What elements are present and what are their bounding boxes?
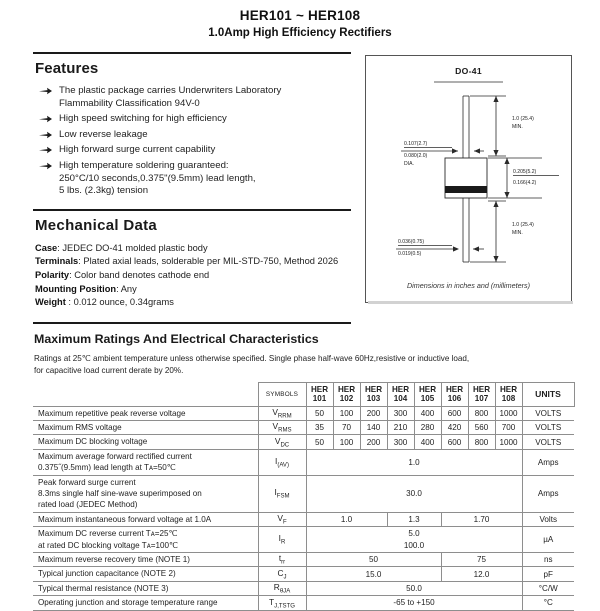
row-unit: pF (522, 567, 574, 581)
mechanical-heading: Mechanical Data (35, 216, 158, 234)
row-desc (33, 527, 258, 553)
symbol-main: T (269, 596, 275, 607)
row-value: 400 (414, 435, 441, 449)
row-desc: Typical junction capacitance (NOTE 2) (33, 567, 258, 581)
part-number: 107 (474, 394, 489, 404)
feature-text: High temperature soldering guaranteed: (59, 159, 229, 171)
mechanical-value: Color band denotes cathode end (74, 269, 210, 280)
row-desc-line2: at rated DC blocking voltage Tᴀ=100℃ (38, 540, 179, 550)
table-row (33, 581, 574, 595)
page-title: HER101 ~ HER108 (239, 8, 361, 23)
row-value: 210 (387, 421, 414, 435)
row-desc: Typical thermal resistance (NOTE 3) (33, 581, 258, 595)
row-symbol (258, 596, 306, 610)
column-header-units: UNITS (522, 383, 574, 407)
symbol-sub: FSM (276, 494, 290, 501)
row-value: 50 (306, 406, 333, 420)
part-prefix: HER (337, 385, 356, 394)
mechanical-value: JEDEC DO-41 molded plastic body (62, 242, 208, 253)
specifications-table (33, 382, 575, 611)
symbol-main: I (275, 455, 278, 466)
row-value: 600 (441, 435, 468, 449)
dim-body-dia-line1: 0.107(2.7) (404, 141, 428, 147)
part-prefix: HER (418, 385, 437, 394)
row-value-span: 30.0 (306, 475, 522, 512)
package-panel-shadow (368, 301, 573, 304)
mechanical-divider-top (33, 209, 351, 211)
part-prefix: HER (364, 385, 383, 394)
row-value-group: 1.3 (387, 512, 441, 526)
row-value-pair: 15.0 (306, 567, 441, 581)
feature-text: The plastic package carries Underwriters Laboratory (59, 85, 282, 96)
row-value: 300 (387, 435, 414, 449)
row-value: 300 (387, 406, 414, 420)
row-value: 200 (360, 406, 387, 420)
column-header-her104 (387, 383, 414, 407)
part-prefix: HER (499, 385, 518, 394)
symbol-sub: θJA (279, 588, 291, 595)
row-value: 420 (441, 421, 468, 435)
mechanical-row-weight (35, 296, 351, 310)
part-number: 103 (366, 394, 381, 404)
do41-dimension-drawing (366, 56, 571, 302)
row-unit: Amps (522, 449, 574, 475)
symbol-sub: J,TSTG (274, 603, 295, 610)
dim-body-len-line2: 0.166(4.2) (513, 180, 537, 186)
row-symbol (258, 421, 306, 435)
symbol-sub: R (280, 539, 286, 546)
arrow-bullet-icon (39, 131, 52, 139)
row-desc-line2: 0.375˝(9.5mm) lead length at Tᴀ=50℃ (38, 463, 176, 473)
row-value: 100 (333, 406, 360, 420)
row-value-line1: 5.0 (408, 529, 420, 539)
row-desc-line1: Maximum DC reverse current Tᴀ=25℃ (38, 529, 178, 539)
mechanical-sep: : (69, 269, 75, 280)
row-value: 800 (468, 406, 495, 420)
row-desc-line3: rated load (JEDEC Method) (38, 500, 138, 510)
list-item (37, 129, 351, 142)
features-divider-top (33, 52, 351, 54)
part-number: 104 (393, 394, 408, 404)
dim-lead-bottom-line2: MIN. (512, 230, 523, 236)
row-unit: VOLTS (522, 421, 574, 435)
symbol-main: t (278, 553, 282, 564)
features-heading: Features (35, 60, 99, 77)
mechanical-label: Mounting Position (35, 283, 117, 294)
row-value: 140 (360, 421, 387, 435)
part-number: 106 (447, 394, 462, 404)
mechanical-value: Plated axial leads, solderable per MIL-STD-750, Method 2026 (83, 256, 339, 267)
row-unit: °C (522, 596, 574, 610)
table-row (33, 527, 574, 553)
dim-lead-top-line1: 1.0 (25.4) (512, 116, 534, 122)
row-symbol (258, 435, 306, 449)
row-symbol (258, 567, 306, 581)
row-desc: Maximum instantaneous forward voltage at 1.0A (33, 512, 258, 526)
symbol-sub: DC (280, 442, 290, 449)
row-symbol (258, 512, 306, 526)
row-value-group: 1.70 (441, 512, 522, 526)
document-title-block (0, 8, 600, 39)
row-desc-line2: 8.3ms single half sine-wave superimposed on (38, 489, 202, 499)
mechanical-row-mounting (35, 283, 351, 297)
arrow-bullet-icon (39, 162, 52, 170)
row-symbol (258, 449, 306, 475)
row-value: 100 (333, 435, 360, 449)
row-unit: µA (522, 527, 574, 553)
table-row (33, 567, 574, 581)
row-value-span: 1.0 (306, 449, 522, 475)
row-value-span: 50.0 (306, 581, 522, 595)
table-row (33, 449, 574, 475)
mechanical-sep: : (65, 297, 74, 308)
dim-body-dia-line2: 0.080(2.0) (404, 153, 428, 159)
package-name: DO-41 (455, 66, 482, 76)
row-value: 800 (468, 435, 495, 449)
row-value: 35 (306, 421, 333, 435)
symbol-sub: RRM (277, 413, 292, 420)
row-symbol (258, 553, 306, 567)
row-unit: °C/W (522, 581, 574, 595)
symbol-main: V (272, 406, 278, 417)
mechanical-sep: : (78, 256, 84, 267)
row-desc: Operating junction and storage temperature range (33, 596, 258, 610)
part-number: 102 (339, 394, 354, 404)
row-symbol (258, 475, 306, 512)
symbol-main: V (274, 435, 281, 446)
row-value-span: -65 to +150 (306, 596, 522, 610)
list-item (37, 113, 351, 126)
feature-text: Low reverse leakage (59, 128, 148, 140)
table-row (33, 475, 574, 512)
symbol-sub: J (283, 574, 287, 581)
row-unit: VOLTS (522, 435, 574, 449)
column-header-her106 (441, 383, 468, 407)
mechanical-sep: : (57, 242, 63, 253)
row-value: 600 (441, 406, 468, 420)
table-row (33, 553, 574, 567)
row-value: 200 (360, 435, 387, 449)
mechanical-label: Terminals (35, 256, 79, 267)
row-symbol (258, 527, 306, 553)
row-desc-line1: Maximum average forward rectified current (38, 451, 192, 461)
arrow-bullet-icon (39, 87, 52, 95)
column-header-her107 (468, 383, 495, 407)
row-value-pair: 12.0 (441, 567, 522, 581)
row-value: 1000 (495, 435, 522, 449)
dim-lead-dia-line1: 0.036(0.75) (398, 239, 425, 245)
feature-text-cont: 5 lbs. (2.3kg) tension (59, 185, 149, 197)
row-desc-line1: Peak forward surge current (38, 477, 136, 487)
row-value-pair: 50 (306, 553, 441, 567)
list-item (37, 144, 351, 157)
row-desc (33, 475, 258, 512)
symbol-main: I (278, 533, 281, 544)
table-row (33, 406, 574, 420)
mechanical-sep: : (116, 283, 121, 294)
symbol-sub: (AV) (277, 462, 289, 469)
ratings-note-line2: for capacitive load current derate by 20%. (34, 365, 184, 375)
arrow-bullet-icon (39, 115, 52, 123)
row-desc (33, 449, 258, 475)
mechanical-data-list (33, 242, 351, 310)
arrow-bullet-icon (39, 146, 52, 154)
row-unit: Volts (522, 512, 574, 526)
ratings-heading: Maximum Ratings And Electrical Characteristics (34, 332, 319, 346)
row-unit: VOLTS (522, 406, 574, 420)
features-list (33, 85, 351, 198)
row-desc: Maximum RMS voltage (33, 421, 258, 435)
package-caption: Dimensions in inches and (millimeters) (406, 281, 531, 290)
part-number: 105 (420, 394, 435, 404)
column-header-her103 (360, 383, 387, 407)
part-number: 108 (501, 394, 516, 404)
row-value: 700 (495, 421, 522, 435)
symbol-main: R (273, 582, 280, 593)
row-symbol (258, 406, 306, 420)
row-value-group: 1.0 (306, 512, 387, 526)
mechanical-label: Polarity (35, 269, 70, 280)
row-value: 1000 (495, 406, 522, 420)
column-header-her102 (333, 383, 360, 407)
row-value: 50 (306, 435, 333, 449)
table-row (33, 435, 574, 449)
dim-body-dia-line3: DIA. (404, 161, 414, 167)
row-value: 400 (414, 406, 441, 420)
part-number: 101 (312, 394, 327, 404)
row-symbol (258, 581, 306, 595)
row-value: 560 (468, 421, 495, 435)
mechanical-label: Weight (35, 297, 66, 308)
column-header-her101 (306, 383, 333, 407)
mechanical-value: 0.012 ounce, 0.34grams (73, 297, 174, 308)
column-header-symbols: SYMBOLS (258, 383, 306, 407)
row-unit: ns (522, 553, 574, 567)
symbol-main: V (272, 421, 279, 432)
ratings-note-line1: Ratings at 25℃ ambient temperature unless otherwise specified. Single phase half-wave 60Hz,resistive or inductive load, (34, 354, 470, 363)
feature-text: High forward surge current capability (59, 144, 216, 156)
part-prefix: HER (391, 385, 410, 394)
symbol-sub: rr (281, 560, 286, 567)
feature-text-cont: Flammability Classification 94V-0 (59, 97, 200, 109)
mechanical-value: Any (120, 283, 137, 294)
list-item (37, 85, 351, 110)
mechanical-row-terminals (35, 255, 351, 269)
column-header-her105 (414, 383, 441, 407)
feature-text-cont: 250°C/10 seconds,0.375"(9.5mm) lead length, (59, 172, 256, 184)
row-value: 280 (414, 421, 441, 435)
package-drawing-panel (365, 55, 572, 303)
dim-lead-dia-line2: 0.019(0.5) (398, 251, 422, 257)
mechanical-label: Case (35, 242, 58, 253)
list-item (37, 160, 351, 198)
row-desc: Maximum DC blocking voltage (33, 435, 258, 449)
symbol-main: I (274, 487, 277, 498)
row-unit: Amps (522, 475, 574, 512)
feature-text: High speed switching for high efficiency (59, 113, 227, 125)
row-value: 70 (333, 421, 360, 435)
mechanical-row-polarity (35, 269, 351, 283)
ratings-section (33, 332, 574, 611)
row-desc: Maximum reverse recovery time (NOTE 1) (33, 553, 258, 567)
table-header-blank (33, 383, 258, 407)
symbol-sub: RMS (278, 428, 292, 435)
row-value-pair: 75 (441, 553, 522, 567)
row-desc: Maximum repetitive peak reverse voltage (33, 406, 258, 420)
ratings-note (34, 353, 574, 376)
part-prefix: HER (310, 385, 329, 394)
column-header-her108 (495, 383, 522, 407)
symbol-main: V (277, 513, 283, 524)
table-row (33, 596, 574, 610)
table-header-row (33, 383, 574, 407)
mechanical-row-case (35, 242, 351, 256)
symbol-sub: F (282, 519, 287, 526)
left-column (33, 52, 351, 324)
row-value-span (306, 527, 522, 553)
row-value-line2: 100.0 (403, 540, 425, 550)
dim-lead-top-line2: MIN. (512, 124, 523, 130)
dim-body-len-line1: 0.205(5.2) (513, 169, 537, 175)
table-row (33, 421, 574, 435)
table-row (33, 512, 574, 526)
part-prefix: HER (472, 385, 491, 394)
page-subtitle: 1.0Amp High Efficiency Rectifiers (208, 27, 392, 39)
part-prefix: HER (445, 385, 464, 394)
dim-lead-bottom-line1: 1.0 (25.4) (512, 222, 534, 228)
symbol-main: C (277, 567, 284, 578)
mechanical-divider-bottom (33, 322, 351, 324)
